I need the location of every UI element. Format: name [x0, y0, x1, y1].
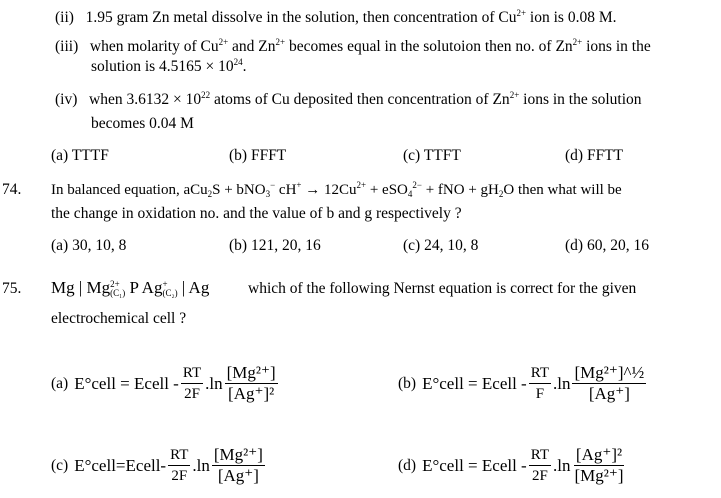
cell-text: P Ag: [125, 278, 163, 297]
statement-iv-line2: [91, 114, 194, 134]
numerator: [Mg²⁺]: [226, 363, 276, 382]
denominator: [Ag⁺]: [588, 384, 630, 403]
q74-text: → 12Cu: [301, 182, 357, 198]
q74-text-line2: [51, 204, 462, 224]
fraction-rt: [529, 446, 551, 485]
subscript: 2: [498, 189, 504, 199]
numerator: [Mg²⁺]^½: [574, 363, 645, 382]
superscript: 2+: [516, 8, 527, 18]
subscript: 4: [407, 189, 413, 199]
statement-text: ions in the solution: [519, 91, 642, 108]
cell-notation: [51, 276, 209, 300]
fraction-rt: [529, 364, 551, 403]
q74-option-a[interactable]: [51, 236, 126, 256]
statement-text: solution is 4.5165 × 10: [91, 58, 234, 75]
option-label: (c) TTFT: [403, 147, 461, 164]
fraction-concentration: [212, 446, 265, 485]
q75-option-b[interactable]: [398, 364, 648, 403]
statement-number: (iv): [55, 91, 78, 108]
statement-text: 1.95 gram Zn metal dissolve in the solution, then concentration of Cu: [85, 9, 517, 26]
option-label: (a) TTTF: [51, 147, 109, 164]
q75-text: electrochemical cell ?: [51, 310, 187, 327]
option-label: (a): [51, 374, 69, 392]
statement-text: .: [242, 58, 247, 75]
q74-text-line1: [51, 180, 622, 200]
option-label: (a) 30, 10, 8: [51, 237, 127, 254]
q73-option-b[interactable]: [229, 146, 286, 166]
equation-lhs: E°cell = Ecell -: [74, 373, 179, 393]
fraction-concentration: [572, 364, 646, 403]
statement-text: ions in the: [582, 38, 651, 55]
option-label: (b) 121, 20, 16: [229, 237, 321, 254]
subscript: (C₂): [162, 288, 178, 299]
denominator: F: [535, 386, 545, 402]
ln-operator: .ln: [553, 373, 571, 393]
superscript: 2+: [218, 37, 229, 47]
denominator: [Ag⁺]: [217, 466, 259, 485]
equation-lhs: E°cell = Ecell -: [422, 455, 527, 475]
statement-text: and Zn: [228, 38, 276, 55]
q74-text: O then what will be: [503, 182, 622, 198]
q74-text: the change in oxidation no. and the value of b and g respectively ?: [51, 205, 462, 222]
q74-text: S + bNO: [212, 182, 266, 198]
statement-text: becomes equal in the solutoion then no. of Zn: [285, 38, 573, 55]
q73-option-a[interactable]: [51, 146, 109, 166]
fraction-rt: [181, 364, 203, 403]
q74-text: In balanced equation, aCu: [51, 182, 208, 198]
superscript: 2+: [572, 37, 583, 47]
equation-lhs: E°cell=Ecell-: [74, 455, 167, 475]
superscript: 22: [201, 90, 211, 100]
numerator: RT: [529, 364, 551, 384]
subscript: 3: [265, 189, 271, 199]
subscript: (C₁): [110, 288, 126, 299]
q75-option-d[interactable]: [398, 446, 628, 485]
q73-option-c[interactable]: [403, 146, 461, 166]
superscript: 2−: [412, 180, 422, 190]
subscript: 2: [207, 189, 213, 199]
q73-option-d[interactable]: [565, 146, 623, 166]
q75-text-line2: [51, 309, 186, 329]
denominator: 2F: [184, 386, 200, 402]
q74-text: cH: [275, 182, 297, 198]
ion-script-stack: [110, 280, 125, 298]
statement-text: when 3.6132 × 10: [89, 91, 202, 108]
cell-text: Mg | Mg: [51, 278, 111, 297]
denominator: 2F: [531, 468, 548, 484]
ln-operator: .ln: [205, 373, 223, 393]
question-number-74: 74.: [2, 181, 22, 198]
denominator: [Mg²⁺]: [574, 466, 624, 485]
numerator: RT: [181, 364, 203, 384]
q74-option-d[interactable]: [565, 236, 649, 256]
option-label: (d) 60, 20, 16: [565, 237, 649, 254]
denominator: [Ag⁺]²: [228, 384, 275, 403]
numerator: [Ag⁺]²: [575, 445, 623, 464]
superscript: 2+: [110, 279, 120, 290]
statement-iv: [55, 90, 642, 110]
denominator: 2F: [171, 468, 188, 484]
superscript: 24: [233, 57, 243, 67]
q75-option-c[interactable]: [51, 446, 267, 485]
q75-option-a[interactable]: [51, 364, 280, 403]
numerator: RT: [168, 446, 190, 466]
option-label: (c) 24, 10, 8: [403, 237, 479, 254]
fraction-concentration: [572, 446, 625, 485]
q74-text: + eSO: [366, 182, 408, 198]
superscript: 2+: [356, 180, 367, 190]
superscript: +: [296, 180, 302, 190]
statement-number: (iii): [55, 38, 79, 55]
option-label: (c): [51, 456, 69, 474]
equation-lhs: E°cell = Ecell -: [422, 373, 527, 393]
q75-text: which of the following Nernst equation is correct for the given: [248, 280, 637, 297]
q74-option-c[interactable]: [403, 236, 478, 256]
question-number-75: 75.: [2, 280, 22, 297]
statement-text: when molarity of Cu: [89, 38, 219, 55]
statement-iii: [55, 37, 651, 57]
option-label: (d) FFTT: [565, 147, 624, 164]
superscript: 2+: [275, 37, 286, 47]
fraction-concentration: [225, 364, 278, 403]
statement-text: ion is 0.08 M.: [526, 9, 617, 26]
fraction-rt: [168, 446, 190, 485]
numerator: [Mg²⁺]: [213, 445, 263, 464]
ln-operator: .ln: [553, 455, 571, 475]
cell-text: | Ag: [177, 278, 210, 297]
q74-option-b[interactable]: [229, 236, 321, 256]
option-label: (d): [398, 456, 417, 474]
statement-text: atoms of Cu deposited then concentration of Zn: [210, 91, 510, 108]
superscript: +: [162, 279, 168, 290]
numerator: RT: [529, 446, 551, 466]
statement-text: becomes 0.04 M: [91, 115, 194, 132]
q74-text: + fNO + gH: [421, 182, 499, 198]
statement-number: (ii): [55, 9, 74, 26]
q75-text-line1: [248, 279, 636, 299]
ion-script-stack: [162, 280, 177, 298]
superscript: −: [270, 180, 276, 190]
statement-ii: [55, 8, 616, 28]
superscript: 2+: [509, 90, 520, 100]
option-label: (b): [398, 374, 417, 392]
statement-iii-line2: [91, 57, 247, 77]
ln-operator: .ln: [192, 455, 210, 475]
option-label: (b) FFFT: [229, 147, 287, 164]
